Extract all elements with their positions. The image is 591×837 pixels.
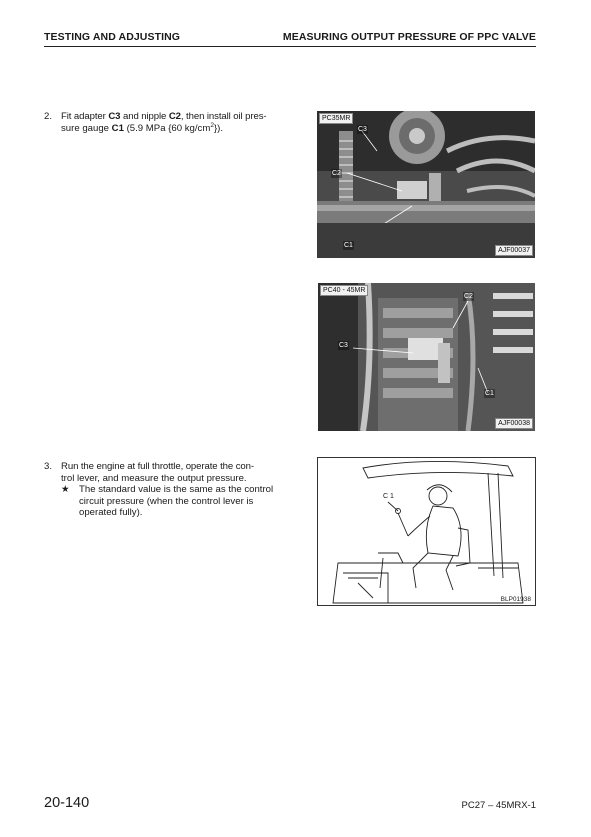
star-icon: ★ (61, 484, 70, 496)
section-title: TESTING AND ADJUSTING (44, 31, 181, 43)
machine-photo-image (317, 111, 535, 258)
step-line: Run the engine at full throttle, operate the con- (61, 461, 254, 472)
machine-photo-image (318, 283, 535, 431)
step-line: Fit adapter C3 and nipple C2, then install oil pres- (61, 111, 267, 122)
operator-drawing (317, 457, 536, 606)
callout-c2: C2 (332, 170, 341, 177)
step-number: 2. (44, 111, 53, 122)
step-number: 3. (44, 461, 53, 472)
photo-pc40-45mr (318, 283, 535, 431)
callout-c1: C1 (485, 390, 494, 397)
step-text (61, 461, 273, 519)
note-line: circuit pressure (when the control lever is (79, 495, 254, 507)
model-name: PC27 – 45MRX-1 (461, 800, 536, 811)
page-header (44, 30, 536, 47)
photo-model-label: PC40 - 45MR (320, 285, 368, 296)
page-number: 20-140 (44, 795, 90, 811)
operator-illustration (318, 458, 535, 605)
photo-pc35mr (317, 111, 535, 258)
topic-title: MEASURING OUTPUT PRESSURE OF PPC VALVE (282, 31, 536, 43)
photo-code: AJF00038 (495, 418, 533, 429)
callout-c3: C3 (339, 342, 348, 349)
step-text (61, 111, 267, 134)
callout-c2: C2 (464, 293, 473, 300)
step-line: trol lever, and measure the output pressure. (61, 472, 247, 484)
callout-c1: C 1 (383, 493, 394, 500)
step-line: sure gauge C1 (5.9 MPa {60 $kg/cm^2$}). (61, 121, 224, 134)
drawing-code: BLP01938 (500, 596, 531, 603)
standard-value-note (61, 484, 273, 519)
photo-model-label: PC35MR (319, 113, 353, 124)
photo-code: AJF00037 (495, 245, 533, 256)
callout-c3: C3 (358, 126, 367, 133)
note-line: operated fully). (79, 507, 143, 519)
callout-c1: C1 (344, 242, 353, 249)
note-line: The standard value is the same as the control (79, 484, 274, 496)
